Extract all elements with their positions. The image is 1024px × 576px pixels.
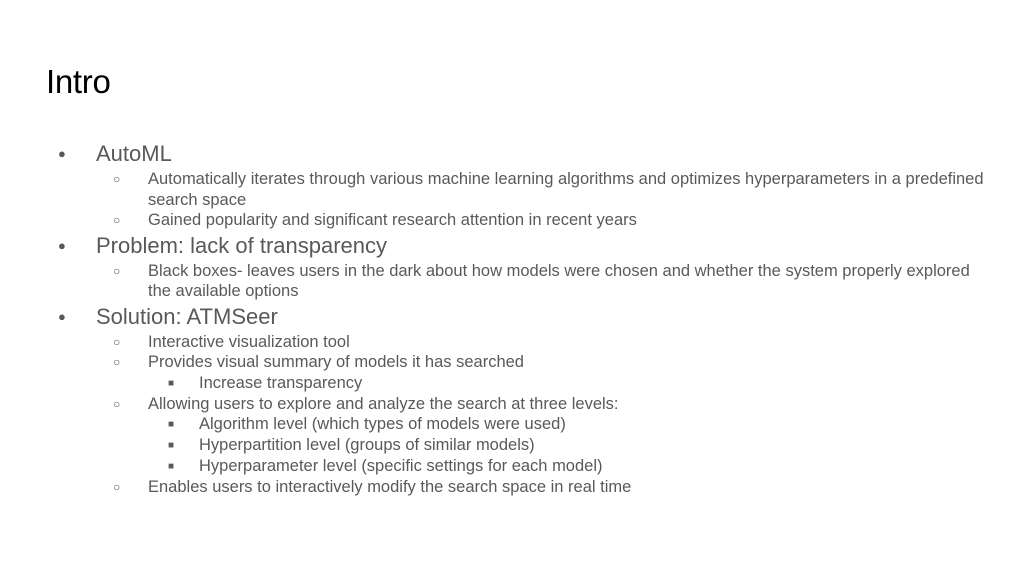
bullet-problem <box>0 233 1024 258</box>
square-bullet-icon: ■ <box>168 377 175 389</box>
hollow-circle-bullet-icon: ○ <box>113 355 121 369</box>
sub-bullet <box>0 261 1024 302</box>
bullet-text: Problem: lack of transparency <box>96 232 388 258</box>
bullet-text: AutoML <box>96 141 172 166</box>
square-bullet-icon: ■ <box>168 440 175 451</box>
sub-bullet-text: Interactive visualization tool <box>148 332 350 351</box>
sub-bullet-text: Black boxes- leaves users in the dark about how models were chosen and whether the system properly explored the available options <box>148 261 970 300</box>
slide-title: Intro <box>46 63 111 100</box>
square-bullet-icon: ■ <box>168 461 175 472</box>
hollow-circle-bullet-icon: ○ <box>113 172 121 186</box>
sub-bullet <box>0 477 1024 498</box>
bullet-list <box>0 141 1024 498</box>
sub-sub-bullet-text: Increase transparency <box>199 373 363 392</box>
hollow-circle-bullet-icon: ○ <box>113 213 121 227</box>
sub-sub-bullet-text: Algorithm level (which types of models were used) <box>199 415 566 433</box>
sub-sub-bullet-text: Hyperpartition level (groups of similar models) <box>199 436 535 454</box>
sub-sub-bullet-text: Hyperparameter level (specific settings for each model) <box>199 457 603 475</box>
hollow-circle-bullet-icon: ○ <box>113 396 121 411</box>
filled-circle-bullet-icon: ● <box>58 308 66 324</box>
hollow-circle-bullet-icon: ○ <box>113 263 121 278</box>
sub-bullet-text: Provides visual summary of models it has searched <box>148 353 524 371</box>
sub-bullet-text: Gained popularity and significant research attention in recent years <box>148 211 637 229</box>
sub-bullet <box>0 394 1024 415</box>
sub-bullet-text: Automatically iterates through various machine learning algorithms and optimizes hyperparameters in a predefined search space <box>148 170 984 209</box>
hollow-circle-bullet-icon: ○ <box>113 334 121 349</box>
sub-bullet <box>0 352 1024 373</box>
filled-circle-bullet-icon: ● <box>58 237 66 253</box>
sub-bullet <box>0 210 1024 231</box>
sub-bullet-text: Enables users to interactively modify the search space in real time <box>148 478 632 496</box>
sub-sub-bullet <box>0 373 1024 394</box>
sub-bullet-text: Allowing users to explore and analyze the search at three levels: <box>148 394 619 413</box>
sub-bullet <box>0 169 1024 210</box>
bullet-text: Solution: ATMSeer <box>96 303 278 329</box>
bullet-automl <box>0 141 1024 166</box>
filled-circle-bullet-icon: ● <box>58 146 66 161</box>
sub-sub-bullet <box>0 435 1024 456</box>
sub-sub-bullet <box>0 456 1024 477</box>
sub-bullet <box>0 332 1024 353</box>
sub-sub-bullet <box>0 414 1024 435</box>
square-bullet-icon: ■ <box>168 419 175 430</box>
hollow-circle-bullet-icon: ○ <box>113 480 121 494</box>
bullet-solution <box>0 304 1024 329</box>
